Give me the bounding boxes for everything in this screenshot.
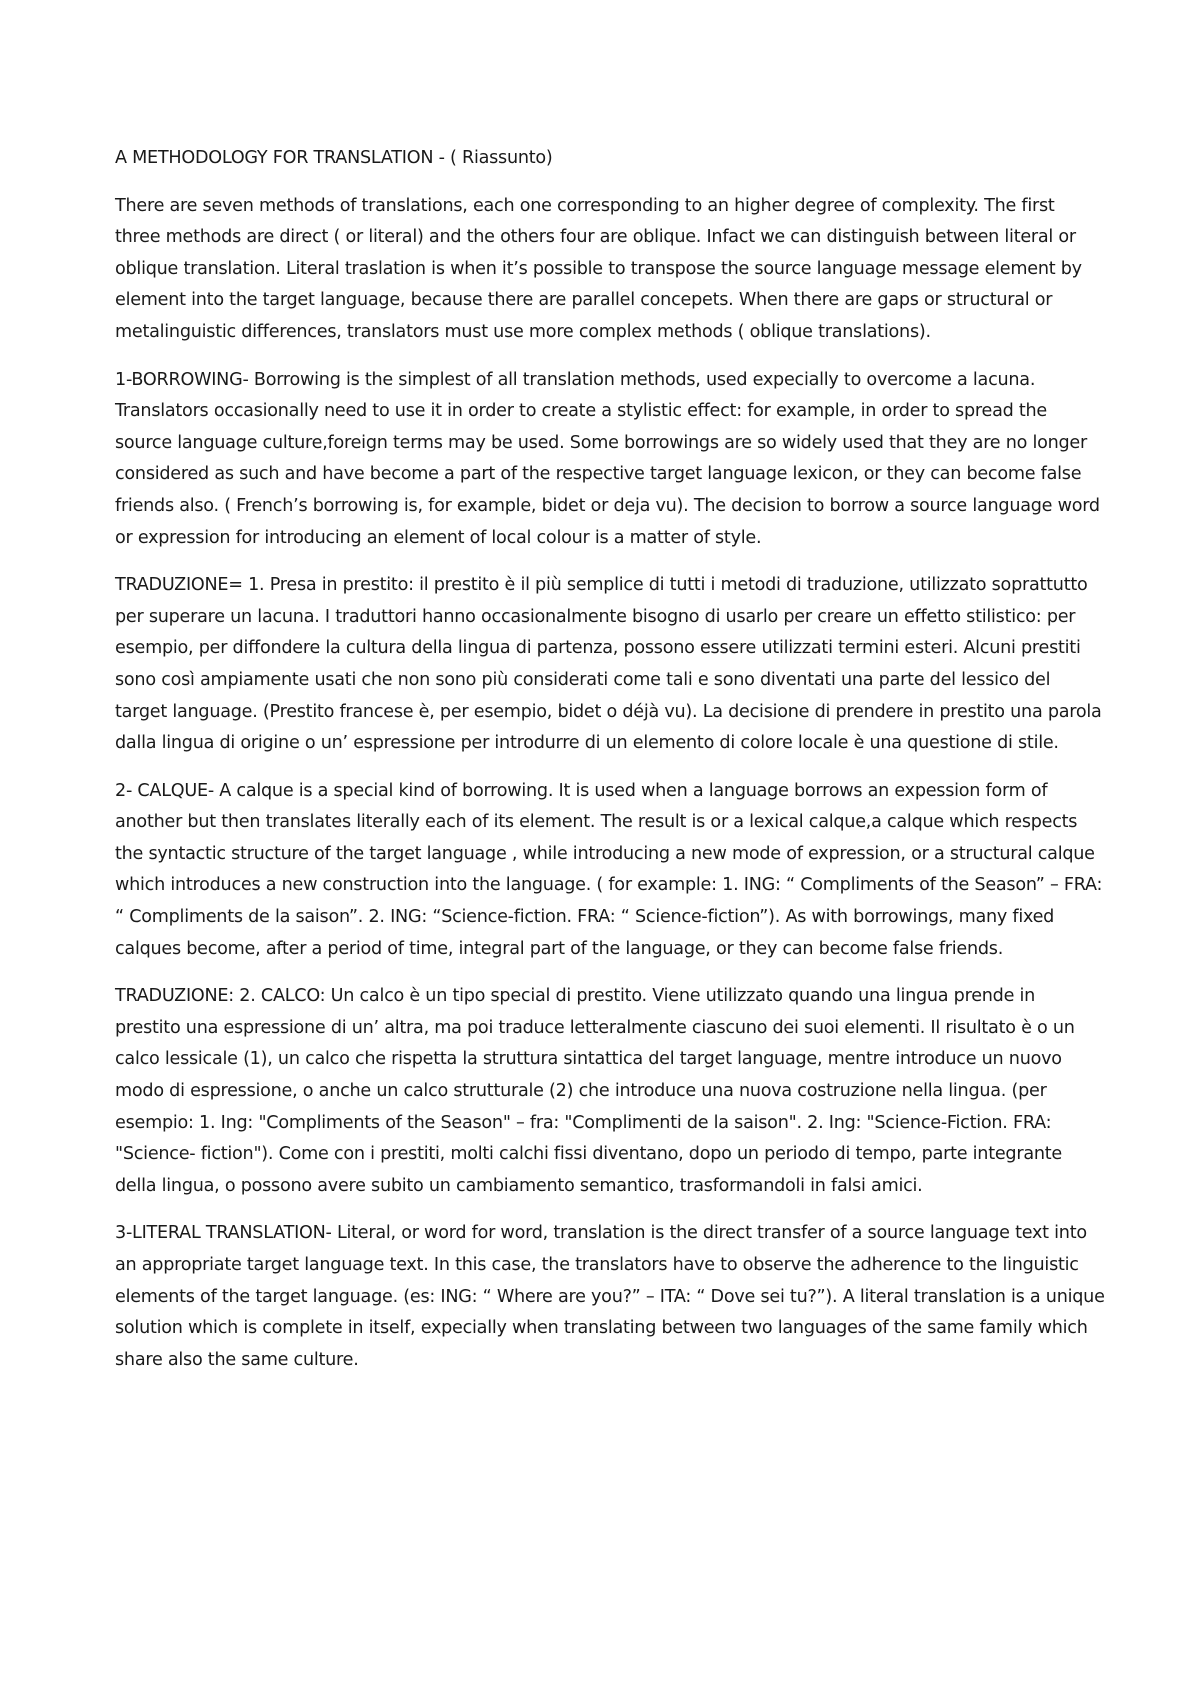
paragraph-borrowing-translation: TRADUZIONE= 1. Presa in prestito: il prestito è il più semplice di tutti i metodi di traduzione, utilizzato soprattutto per superare un lacuna. I traduttori hanno occasionalmente bisogno di usarlo per creare un effetto stilistico: per esempio, per diffondere la cultura della lingua di partenza, possono essere utilizzati termini esteri. Alcuni prestiti sono così ampiamente usati che non sono più considerati come tali e sono diventati una parte del lessico del target language. (Prestito francese è, per esempio, bidet o déjà vu). La decisione di prendere in prestito una parola dalla lingua di origine o un’ espressione per introdurre di un elemento di colore locale è una questione di stile. xyxy=(115,575,1102,754)
paragraph-borrowing: 1-BORROWING- Borrowing is the simplest of all translation methods, used expecially to overcome a lacuna. Translators occasionally need to use it in order to create a stylistic effect: for example, in order to spread the source language culture,foreign terms may be used. Some borrowings are so widely used that they are no longer considered as such and have become a part of the respective target language lexicon, or they can become false friends also. ( French’s borrowing is, for example, bidet or deja vu). The decision to borrow a source language word or expression for introducing an element of local colour is a matter of style. xyxy=(115,369,1100,548)
document-title: A METHODOLOGY FOR TRANSLATION - ( Riassunto) xyxy=(115,148,553,168)
paragraph-introduction: There are seven methods of translations, each one corresponding to an higher degree of complexity. The first three methods are direct ( or literal) and the others four are oblique. Infact we can distinguish between literal or oblique translation. Literal traslation is when it’s possible to transpose the source language message element by element into the target language, because there are parallel concepets. When there are gaps or structural or metalinguistic differences, translators must use more complex methods ( oblique translations). xyxy=(115,195,1082,342)
document-body xyxy=(115,143,1105,1392)
paragraph-literal-translation: 3-LITERAL TRANSLATION- Literal, or word for word, translation is the direct transfer of a source language text into an appropriate target language text. In this case, the translators have to observe the adherence to the linguistic elements of the target language. (es: ING: “ Where are you?” – ITA: “ Dove sei tu?”). A literal translation is a unique solution which is complete in itself, expecially when translating between two languages of the same family which share also the same culture. xyxy=(115,1223,1105,1370)
paragraph-calque: 2- CALQUE- A calque is a special kind of borrowing. It is used when a language borrows an expession form of another but then translates literally each of its element. The result is or a lexical calque,a calque which respects the syntactic structure of the target language , while introducing a new mode of expression, or a structural calque which introduces a new construction into the language. ( for example: 1. ING: “ Compliments of the Season” – FRA: “ Compliments de la saison”. 2. ING: “Science-fiction. FRA: “ Science-fiction”). As with borrowings, many fixed calques become, after a period of time, integral part of the language, or they can become false friends. xyxy=(115,780,1103,959)
paragraph-calque-translation: TRADUZIONE: 2. CALCO: Un calco è un tipo special di prestito. Viene utilizzato quando una lingua prende in prestito una espressione di un’ altra, ma poi traduce letteralmente ciascuno dei suoi elementi. Il risultato è o un calco lessicale (1), un calco che rispetta la struttura sintattica del target language, mentre introduce un nuovo modo di espressione, o anche un calco strutturale (2) che introduce una nuova costruzione nella lingua. (per esempio: 1. Ing: "Compliments of the Season" – fra: "Complimenti de la saison". 2. Ing: "Science-Fiction. FRA: "Science- fiction"). Come con i prestiti, molti calchi fissi diventano, dopo un periodo di tempo, parte integrante della lingua, o possono avere subito un cambiamento semantico, trasformandoli in falsi amici. xyxy=(115,986,1075,1196)
